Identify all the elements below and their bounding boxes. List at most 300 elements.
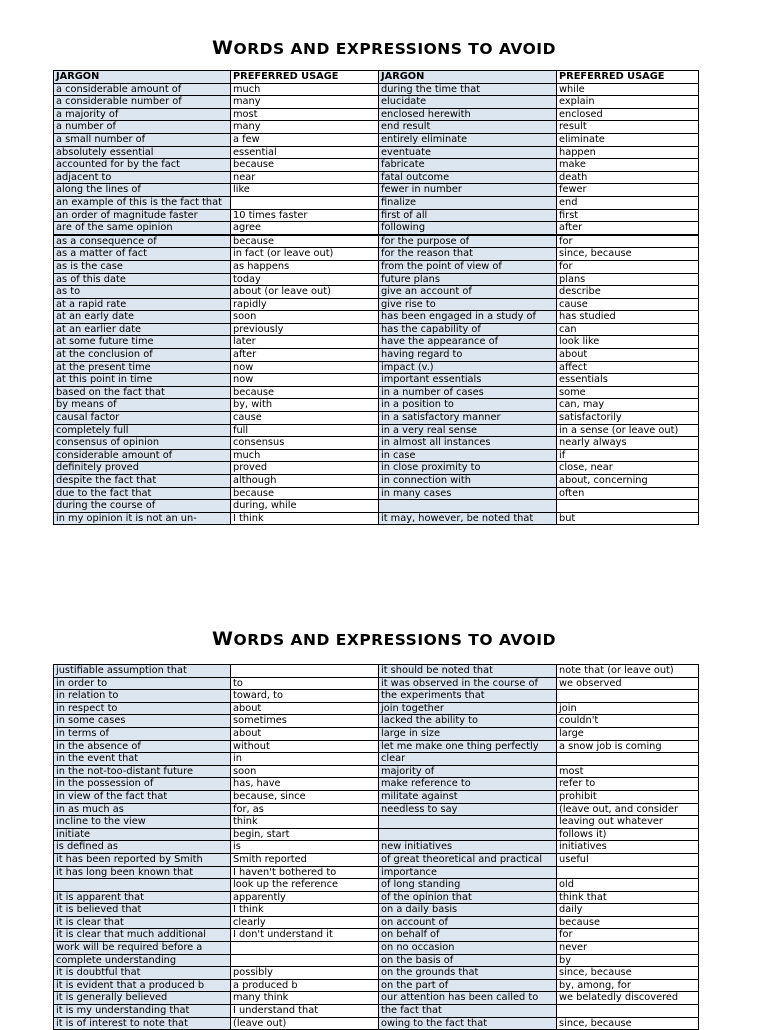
jargon-cell: it has long been known that: [54, 866, 231, 879]
jargon-cell: [379, 828, 557, 841]
table-row: [54, 665, 699, 678]
table-header-row: [54, 71, 699, 84]
jargon-cell: as a consequence of: [54, 235, 231, 248]
preferred-usage-cell: death: [557, 171, 699, 184]
table-row: [54, 816, 699, 829]
table-row: [54, 222, 699, 235]
preferred-usage-cell: although: [231, 475, 379, 488]
jargon-cell: importance: [379, 866, 557, 879]
preferred-usage-cell: plans: [557, 273, 699, 286]
jargon-cell: in respect to: [54, 702, 231, 715]
jargon-cell: during the course of: [54, 500, 231, 513]
table-row: [54, 778, 699, 791]
preferred-usage-cell: some: [557, 386, 699, 399]
table-row: [54, 159, 699, 172]
preferred-usage-cell: like: [231, 184, 379, 197]
preferred-usage-cell: much: [231, 83, 379, 96]
table-row: [54, 891, 699, 904]
table-row: [54, 967, 699, 980]
jargon-cell: adjacent to: [54, 171, 231, 184]
table-row: [54, 790, 699, 803]
jargon-cell: as of this date: [54, 273, 231, 286]
jargon-cell: fatal outcome: [379, 171, 557, 184]
jargon-cell: [379, 816, 557, 829]
jargon-table-2: [53, 664, 699, 1030]
preferred-usage-cell: has, have: [231, 778, 379, 791]
jargon-cell: eventuate: [379, 146, 557, 159]
jargon-cell: on the basis of: [379, 954, 557, 967]
title-initial: W: [212, 37, 234, 59]
jargon-cell: from the point of view of: [379, 260, 557, 273]
preferred-usage-cell: happen: [557, 146, 699, 159]
preferred-usage-cell: think: [231, 816, 379, 829]
preferred-usage-cell: after: [231, 349, 379, 362]
jargon-cell: for the purpose of: [379, 235, 557, 248]
jargon-cell: in the not-too-distant future: [54, 765, 231, 778]
preferred-usage-cell: [231, 196, 379, 209]
jargon-cell: in relation to: [54, 690, 231, 703]
preferred-usage-cell: (leave out, and consider: [557, 803, 699, 816]
jargon-cell: complete understanding: [54, 954, 231, 967]
jargon-cell: are of the same opinion: [54, 222, 231, 235]
page-title-1: [0, 37, 768, 59]
jargon-cell: in almost all instances: [379, 437, 557, 450]
preferred-usage-cell: end: [557, 196, 699, 209]
preferred-usage-cell: affect: [557, 361, 699, 374]
preferred-usage-cell: apparently: [231, 891, 379, 904]
header-jargon: JARGON: [379, 71, 557, 84]
jargon-cell: having regard to: [379, 349, 557, 362]
preferred-usage-cell: describe: [557, 286, 699, 299]
table-row: [54, 184, 699, 197]
preferred-usage-cell: couldn't: [557, 715, 699, 728]
jargon-cell: justifiable assumption that: [54, 665, 231, 678]
table-row: [54, 1005, 699, 1018]
jargon-cell: in view of the fact that: [54, 790, 231, 803]
preferred-usage-cell: in: [231, 753, 379, 766]
preferred-usage-cell: for: [557, 929, 699, 942]
table-row: [54, 841, 699, 854]
jargon-cell: fabricate: [379, 159, 557, 172]
jargon-cell: it may, however, be noted that: [379, 512, 557, 525]
jargon-table-1: [53, 70, 699, 525]
table-row: [54, 209, 699, 222]
table-row: [54, 374, 699, 387]
preferred-usage-cell: clearly: [231, 916, 379, 929]
jargon-cell: is defined as: [54, 841, 231, 854]
jargon-cell: at an earlier date: [54, 323, 231, 336]
preferred-usage-cell: many: [231, 96, 379, 109]
title-initial: W: [212, 628, 234, 650]
preferred-usage-cell: soon: [231, 311, 379, 324]
jargon-cell: in connection with: [379, 475, 557, 488]
jargon-cell: initiate: [54, 828, 231, 841]
preferred-usage-cell: result: [557, 121, 699, 134]
jargon-cell: despite the fact that: [54, 475, 231, 488]
jargon-cell: elucidate: [379, 96, 557, 109]
jargon-cell: impact (v.): [379, 361, 557, 374]
jargon-cell: absolutely essential: [54, 146, 231, 159]
jargon-cell: at this point in time: [54, 374, 231, 387]
preferred-usage-cell: look up the reference: [231, 879, 379, 892]
preferred-usage-cell: because: [557, 916, 699, 929]
preferred-usage-cell: fewer: [557, 184, 699, 197]
preferred-usage-cell: note that (or leave out): [557, 665, 699, 678]
jargon-cell: in as much as: [54, 803, 231, 816]
jargon-cell: in the event that: [54, 753, 231, 766]
preferred-usage-cell: since, because: [557, 967, 699, 980]
preferred-usage-cell: I think: [231, 904, 379, 917]
jargon-cell: it should be noted that: [379, 665, 557, 678]
table-row: [54, 108, 699, 121]
preferred-usage-cell: has studied: [557, 311, 699, 324]
preferred-usage-cell: about: [557, 349, 699, 362]
jargon-cell: in a satisfactory manner: [379, 412, 557, 425]
jargon-cell: has been engaged in a study of: [379, 311, 557, 324]
jargon-cell: in terms of: [54, 727, 231, 740]
preferred-usage-cell: essentials: [557, 374, 699, 387]
header-preferred-usage: PREFERRED USAGE: [231, 71, 379, 84]
table-row: [54, 412, 699, 425]
jargon-cell: at some future time: [54, 336, 231, 349]
preferred-usage-cell: follows it): [557, 828, 699, 841]
table-row: [54, 677, 699, 690]
table-row: [54, 866, 699, 879]
jargon-cell: following: [379, 222, 557, 235]
jargon-cell: a considerable number of: [54, 96, 231, 109]
preferred-usage-cell: 10 times faster: [231, 209, 379, 222]
preferred-usage-cell: join: [557, 702, 699, 715]
table-row: [54, 475, 699, 488]
table-row: [54, 1017, 699, 1030]
table-row: [54, 916, 699, 929]
table-row: [54, 512, 699, 525]
preferred-usage-cell: a produced b: [231, 979, 379, 992]
preferred-usage-cell: never: [557, 942, 699, 955]
jargon-cell: clear: [379, 753, 557, 766]
jargon-cell: large in size: [379, 727, 557, 740]
preferred-usage-cell: we belatedly discovered: [557, 992, 699, 1005]
jargon-cell: the experiments that: [379, 690, 557, 703]
preferred-usage-cell: make: [557, 159, 699, 172]
preferred-usage-cell: cause: [557, 298, 699, 311]
preferred-usage-cell: toward, to: [231, 690, 379, 703]
jargon-cell: make reference to: [379, 778, 557, 791]
jargon-cell: a number of: [54, 121, 231, 134]
table-row: [54, 853, 699, 866]
jargon-cell: it is evident that a produced b: [54, 979, 231, 992]
preferred-usage-cell: a few: [231, 133, 379, 146]
preferred-usage-cell: large: [557, 727, 699, 740]
jargon-cell: our attention has been called to: [379, 992, 557, 1005]
jargon-cell: incline to the view: [54, 816, 231, 829]
jargon-cell: a considerable amount of: [54, 83, 231, 96]
preferred-usage-cell: after: [557, 222, 699, 235]
jargon-cell: finalize: [379, 196, 557, 209]
jargon-cell: of the opinion that: [379, 891, 557, 904]
jargon-cell: new initiatives: [379, 841, 557, 854]
preferred-usage-cell: for: [557, 260, 699, 273]
preferred-usage-cell: agree: [231, 222, 379, 235]
preferred-usage-cell: without: [231, 740, 379, 753]
table-row: [54, 437, 699, 450]
table-row: [54, 702, 699, 715]
jargon-cell: majority of: [379, 765, 557, 778]
jargon-cell: on a daily basis: [379, 904, 557, 917]
jargon-cell: in a very real sense: [379, 424, 557, 437]
jargon-cell: it has been reported by Smith: [54, 853, 231, 866]
preferred-usage-cell: but: [557, 512, 699, 525]
table-row: [54, 765, 699, 778]
preferred-usage-cell: prohibit: [557, 790, 699, 803]
title-rest: ORDS AND EXPRESSIONS TO AVOID: [233, 40, 556, 58]
jargon-cell: a small number of: [54, 133, 231, 146]
preferred-usage-cell: by, with: [231, 399, 379, 412]
table-row: [54, 171, 699, 184]
preferred-usage-cell: possibly: [231, 967, 379, 980]
table-row: [54, 500, 699, 513]
jargon-cell: it was observed in the course of: [379, 677, 557, 690]
preferred-usage-cell: full: [231, 424, 379, 437]
table-row: [54, 753, 699, 766]
jargon-cell: it is clear that much additional: [54, 929, 231, 942]
preferred-usage-cell: I haven't bothered to: [231, 866, 379, 879]
table-row: [54, 96, 699, 109]
preferred-usage-cell: (leave out): [231, 1017, 379, 1030]
table-row: [54, 286, 699, 299]
jargon-cell: let me make one thing perfectly: [379, 740, 557, 753]
preferred-usage-cell: many: [231, 121, 379, 134]
jargon-cell: it is my understanding that: [54, 1005, 231, 1018]
jargon-cell: in some cases: [54, 715, 231, 728]
jargon-cell: along the lines of: [54, 184, 231, 197]
jargon-cell: needless to say: [379, 803, 557, 816]
jargon-cell: it is generally believed: [54, 992, 231, 1005]
table-row: [54, 715, 699, 728]
preferred-usage-cell: [557, 753, 699, 766]
preferred-usage-cell: since, because: [557, 248, 699, 261]
jargon-cell: give an account of: [379, 286, 557, 299]
preferred-usage-cell: proved: [231, 462, 379, 475]
table-row: [54, 879, 699, 892]
preferred-usage-cell: Smith reported: [231, 853, 379, 866]
jargon-cell: causal factor: [54, 412, 231, 425]
table-row: [54, 121, 699, 134]
jargon-cell: accounted for by the fact: [54, 159, 231, 172]
preferred-usage-cell: because: [231, 487, 379, 500]
table-row: [54, 690, 699, 703]
jargon-cell: lacked the ability to: [379, 715, 557, 728]
jargon-cell: consensus of opinion: [54, 437, 231, 450]
preferred-usage-cell: now: [231, 361, 379, 374]
jargon-cell: militate against: [379, 790, 557, 803]
jargon-cell: at the present time: [54, 361, 231, 374]
table-row: [54, 323, 699, 336]
preferred-usage-cell: rapidly: [231, 298, 379, 311]
jargon-cell: end result: [379, 121, 557, 134]
preferred-usage-cell: refer to: [557, 778, 699, 791]
table-row: [54, 133, 699, 146]
jargon-cell: as a matter of fact: [54, 248, 231, 261]
preferred-usage-cell: because: [231, 235, 379, 248]
preferred-usage-cell: I think: [231, 512, 379, 525]
jargon-cell: work will be required before a: [54, 942, 231, 955]
preferred-usage-cell: a snow job is coming: [557, 740, 699, 753]
jargon-cell: definitely proved: [54, 462, 231, 475]
preferred-usage-cell: nearly always: [557, 437, 699, 450]
table-row: [54, 740, 699, 753]
table-row: [54, 828, 699, 841]
jargon-cell: on behalf of: [379, 929, 557, 942]
jargon-cell: an order of magnitude faster: [54, 209, 231, 222]
jargon-cell: for the reason that: [379, 248, 557, 261]
jargon-cell: fewer in number: [379, 184, 557, 197]
preferred-usage-cell: can, may: [557, 399, 699, 412]
jargon-cell: it is apparent that: [54, 891, 231, 904]
jargon-cell: at the conclusion of: [54, 349, 231, 362]
jargon-cell: an example of this is the fact that: [54, 196, 231, 209]
preferred-usage-cell: [231, 942, 379, 955]
preferred-usage-cell: near: [231, 171, 379, 184]
preferred-usage-cell: eliminate: [557, 133, 699, 146]
table-row: [54, 954, 699, 967]
preferred-usage-cell: [557, 866, 699, 879]
preferred-usage-cell: think that: [557, 891, 699, 904]
jargon-cell: on account of: [379, 916, 557, 929]
preferred-usage-cell: [557, 1005, 699, 1018]
preferred-usage-cell: [231, 665, 379, 678]
preferred-usage-cell: enclosed: [557, 108, 699, 121]
jargon-cell: important essentials: [379, 374, 557, 387]
preferred-usage-cell: if: [557, 449, 699, 462]
preferred-usage-cell: since, because: [557, 1017, 699, 1030]
preferred-usage-cell: by: [557, 954, 699, 967]
jargon-cell: by means of: [54, 399, 231, 412]
preferred-usage-cell: soon: [231, 765, 379, 778]
jargon-cell: has the capability of: [379, 323, 557, 336]
jargon-cell: as to: [54, 286, 231, 299]
preferred-usage-cell: [557, 500, 699, 513]
preferred-usage-cell: about: [231, 727, 379, 740]
preferred-usage-cell: to: [231, 677, 379, 690]
jargon-cell: it is of interest to note that: [54, 1017, 231, 1030]
jargon-cell: of great theoretical and practical: [379, 853, 557, 866]
jargon-cell: first of all: [379, 209, 557, 222]
jargon-cell: in a number of cases: [379, 386, 557, 399]
jargon-cell: entirely eliminate: [379, 133, 557, 146]
jargon-cell: a majority of: [54, 108, 231, 121]
table-row: [54, 904, 699, 917]
jargon-cell: give rise to: [379, 298, 557, 311]
table-row: [54, 248, 699, 261]
table-row: [54, 349, 699, 362]
jargon-cell: at an early date: [54, 311, 231, 324]
table-row: [54, 386, 699, 399]
preferred-usage-cell: consensus: [231, 437, 379, 450]
jargon-cell: it is clear that: [54, 916, 231, 929]
preferred-usage-cell: most: [231, 108, 379, 121]
preferred-usage-cell: because: [231, 159, 379, 172]
preferred-usage-cell: I don't understand it: [231, 929, 379, 942]
jargon-cell: completely full: [54, 424, 231, 437]
table-row: [54, 399, 699, 412]
jargon-cell: of long standing: [379, 879, 557, 892]
jargon-cell: in my opinion it is not an un-: [54, 512, 231, 525]
preferred-usage-cell: about: [231, 702, 379, 715]
jargon-cell: enclosed herewith: [379, 108, 557, 121]
jargon-cell: based on the fact that: [54, 386, 231, 399]
preferred-usage-cell: initiatives: [557, 841, 699, 854]
jargon-cell: at a rapid rate: [54, 298, 231, 311]
jargon-cell: [54, 879, 231, 892]
table-row: [54, 336, 699, 349]
table-row: [54, 942, 699, 955]
preferred-usage-cell: during, while: [231, 500, 379, 513]
table-row: [54, 83, 699, 96]
preferred-usage-cell: about, concerning: [557, 475, 699, 488]
preferred-usage-cell: because, since: [231, 790, 379, 803]
preferred-usage-cell: useful: [557, 853, 699, 866]
preferred-usage-cell: previously: [231, 323, 379, 336]
jargon-cell: on the grounds that: [379, 967, 557, 980]
jargon-cell: it is believed that: [54, 904, 231, 917]
table-row: [54, 260, 699, 273]
table-row: [54, 803, 699, 816]
preferred-usage-cell: leaving out whatever: [557, 816, 699, 829]
jargon-cell: in close proximity to: [379, 462, 557, 475]
table-row: [54, 361, 699, 374]
preferred-usage-cell: begin, start: [231, 828, 379, 841]
preferred-usage-cell: first: [557, 209, 699, 222]
jargon-cell: [379, 500, 557, 513]
preferred-usage-cell: in a sense (or leave out): [557, 424, 699, 437]
preferred-usage-cell: [231, 954, 379, 967]
preferred-usage-cell: can: [557, 323, 699, 336]
jargon-cell: in case: [379, 449, 557, 462]
preferred-usage-cell: now: [231, 374, 379, 387]
header-jargon: JARGON: [54, 71, 231, 84]
jargon-cell: have the appearance of: [379, 336, 557, 349]
preferred-usage-cell: about (or leave out): [231, 286, 379, 299]
preferred-usage-cell: in fact (or leave out): [231, 248, 379, 261]
preferred-usage-cell: many think: [231, 992, 379, 1005]
preferred-usage-cell: later: [231, 336, 379, 349]
jargon-cell: in many cases: [379, 487, 557, 500]
preferred-usage-cell: as happens: [231, 260, 379, 273]
page-title-2: [0, 628, 768, 650]
preferred-usage-cell: is: [231, 841, 379, 854]
header-preferred-usage: PREFERRED USAGE: [557, 71, 699, 84]
preferred-usage-cell: by, among, for: [557, 979, 699, 992]
preferred-usage-cell: sometimes: [231, 715, 379, 728]
jargon-cell: in the possession of: [54, 778, 231, 791]
jargon-cell: considerable amount of: [54, 449, 231, 462]
table-row: [54, 929, 699, 942]
preferred-usage-cell: while: [557, 83, 699, 96]
preferred-usage-cell: I understand that: [231, 1005, 379, 1018]
preferred-usage-cell: [557, 690, 699, 703]
preferred-usage-cell: satisfactorily: [557, 412, 699, 425]
preferred-usage-cell: essential: [231, 146, 379, 159]
table-row: [54, 727, 699, 740]
preferred-usage-cell: we observed: [557, 677, 699, 690]
jargon-cell: on no occasion: [379, 942, 557, 955]
jargon-cell: in order to: [54, 677, 231, 690]
table-row: [54, 273, 699, 286]
jargon-cell: owing to the fact that: [379, 1017, 557, 1030]
jargon-cell: as is the case: [54, 260, 231, 273]
jargon-cell: on the part of: [379, 979, 557, 992]
